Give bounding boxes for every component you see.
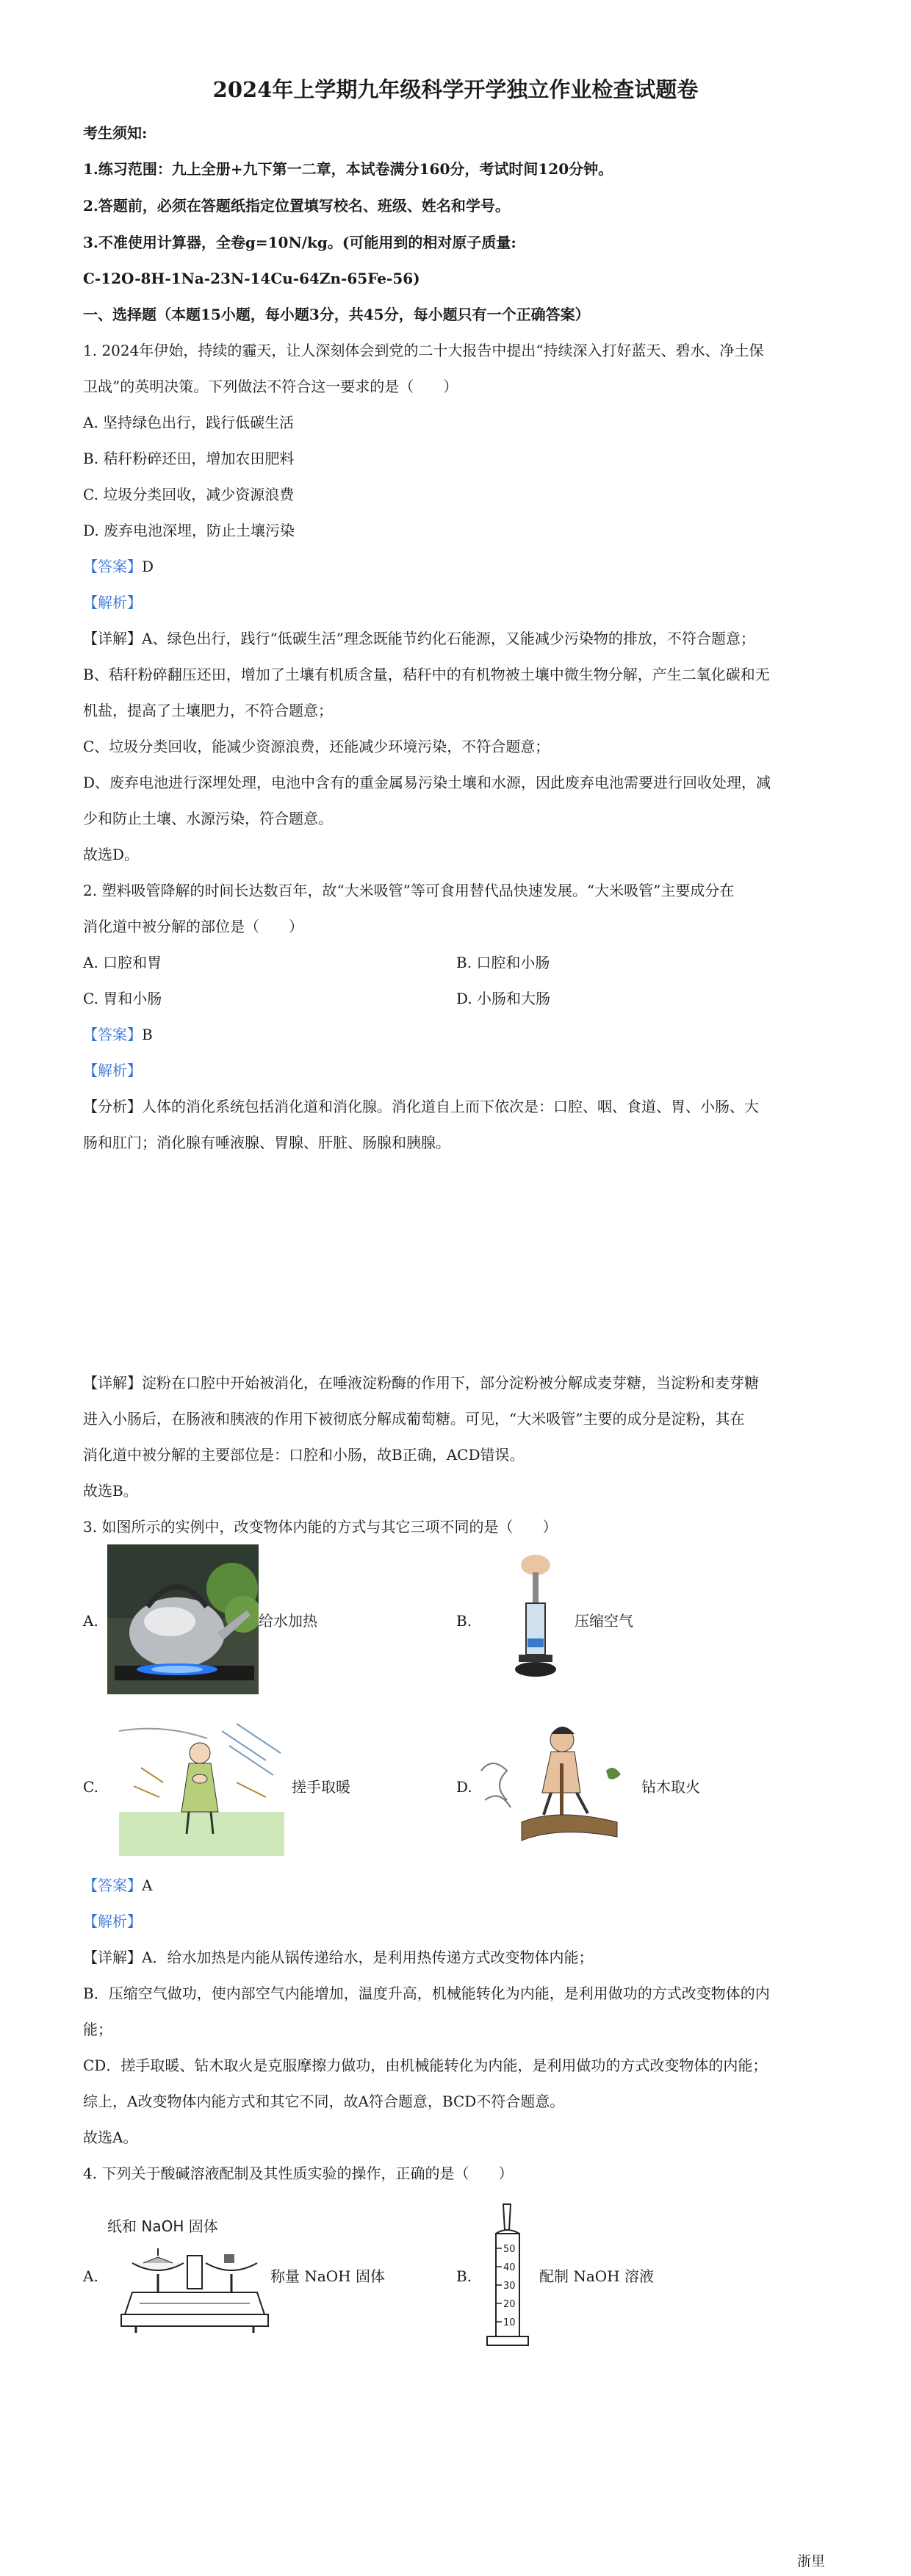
q3-option-d-letter: D. [456, 1778, 472, 1796]
q2-answer [83, 1024, 153, 1045]
graduated-cylinder-image [481, 2201, 533, 2355]
atomic-masses: C-12O-8H-1Na-23N-14Cu-64Zn-65Fe-56) [83, 270, 420, 287]
q3-answer [83, 1875, 152, 1896]
q4-option-b-letter: B. [456, 2267, 472, 2285]
q2-stem-line2: 消化道中被分解的部位是（ ） [83, 918, 303, 935]
q3-option-c-caption: 搓手取暖 [292, 1778, 350, 1796]
q2-analysis-tag: 【解析】 [83, 1062, 142, 1079]
answer-tag: 【答案】 [83, 1026, 142, 1043]
q3-option-a-letter: A. [83, 1612, 98, 1630]
q3-option-d-caption: 钻木取火 [641, 1778, 700, 1796]
q3-detail-line: 综上，A改变物体内能方式和其它不同，故A符合题意，BCD不符合题意。 [83, 2093, 565, 2110]
q1-analysis-tag: 【解析】 [83, 594, 142, 611]
notice-heading: 考生须知: [83, 124, 148, 142]
cylinder-mark-40: 40 [503, 2262, 516, 2273]
q4-figure-a-label: 纸和 NaOH 固体 [107, 2217, 218, 2235]
q1-answer [83, 556, 154, 577]
q1-option-b: B. 秸秆粉碎还田，增加农田肥料 [83, 450, 295, 467]
q2-analysis-line: 【分析】人体的消化系统包括消化道和消化腺。消化道自上而下依次是：口腔、咽、食道、胃、小肠、大 [83, 1098, 759, 1115]
answer-value: D [142, 558, 154, 575]
answer-tag: 【答案】 [83, 1877, 142, 1894]
q3-detail-line: CD．搓手取暖、钻木取火是克服摩擦力做功，由机械能转化为内能，是利用做功的方式改变物体的内能； [83, 2057, 768, 2074]
cylinder-mark-30: 30 [503, 2281, 516, 2292]
q1-stem-line1: 1. 2024年伊始，持续的霾天，让人深刻体会到党的二十大报告中提出“持续深入打好蓝天、碧水、净土保 [83, 342, 764, 359]
q1-option-a: A. 坚持绿色出行，践行低碳生活 [83, 414, 295, 431]
kettle-on-stove-image [107, 1544, 259, 1694]
cylinder-mark-20: 20 [503, 2299, 516, 2310]
answer-value: B [142, 1026, 153, 1043]
q1-detail-line: C、垃圾分类回收，能减少资源浪费，还能减少环境污染，不符合题意； [83, 738, 550, 755]
q1-detail-line: 【详解】A、绿色出行，践行“低碳生活”理念既能节约化石能源，又能减少污染物的排放，不符合题意； [83, 630, 755, 647]
page-title: 2024年上学期九年级科学开学独立作业检查试题卷 [212, 77, 699, 102]
q2-detail-line: 消化道中被分解的主要部位是：口腔和小肠，故B正确，ACD错误。 [83, 1446, 525, 1464]
balance-scale-image [118, 2241, 272, 2336]
q3-option-c-letter: C. [83, 1778, 98, 1796]
answer-tag: 【答案】 [83, 558, 142, 575]
q2-analysis-line: 肠和肛门；消化腺有唾液腺、胃腺、肝脏、肠腺和胰腺。 [83, 1134, 450, 1151]
q2-option-d: D. 小肠和大肠 [456, 990, 551, 1007]
q2-option-b: B. 口腔和小肠 [456, 954, 550, 971]
cylinder-mark-50: 50 [503, 2244, 516, 2255]
q1-conclusion: 故选D。 [83, 846, 140, 863]
q4-option-b-caption: 配制 NaOH 溶液 [539, 2267, 654, 2285]
rubbing-hands-image [119, 1716, 284, 1856]
q2-detail-line: 【详解】淀粉在口腔中开始被消化，在唾液淀粉酶的作用下，部分淀粉被分解成麦芽糖，当淀粉和麦芽糖 [83, 1374, 759, 1392]
q1-stem-line2: 卫战”的英明决策。下列做法不符合这一要求的是（ ） [83, 378, 458, 395]
cylinder-mark-10: 10 [503, 2317, 516, 2328]
q2-option-c: C. 胃和小肠 [83, 990, 162, 1007]
q3-option-a-caption: 给水加热 [259, 1612, 317, 1630]
notice-item-1: 1.练习范围：九上全册+九下第一二章，本试卷满分160分，考试时间120分钟。 [83, 160, 613, 178]
q2-option-a: A. 口腔和胃 [83, 954, 162, 971]
q3-analysis-tag: 【解析】 [83, 1913, 142, 1930]
q2-conclusion: 故选B。 [83, 1482, 138, 1500]
q1-detail-line: 少和防止土壤、水源污染，符合题意。 [83, 810, 333, 827]
notice-item-3: 3.不准使用计算器，全卷g=10N/kg。(可能用到的相对原子质量: [83, 234, 516, 251]
q1-detail-line: 机盐，提高了土壤肥力，不符合题意； [83, 702, 333, 719]
footer-watermark: 浙里 [797, 2553, 826, 2569]
q3-option-b-letter: B. [456, 1612, 472, 1630]
q1-detail-line: D、废弃电池进行深埋处理，电池中含有的重金属易污染土壤和水源，因此废弃电池需要进行回收处理，减 [83, 774, 771, 791]
notice-item-2: 2.答题前，必须在答题纸指定位置填写校名、班级、姓名和学号。 [83, 197, 510, 215]
drilling-wood-fire-image [478, 1719, 635, 1848]
q1-option-d: D. 废弃电池深埋，防止土壤污染 [83, 522, 295, 539]
q3-detail-line: 能； [83, 2021, 112, 2038]
q4-stem: 4. 下列关于酸碱溶液配制及其性质实验的操作，正确的是（ ） [83, 2165, 514, 2182]
q1-detail-line: B、秸秆粉碎翻压还田，增加了土壤有机质含量，秸秆中的有机物被土壤中微生物分解，产生二氧化碳和无 [83, 666, 770, 683]
q3-option-b-caption: 压缩空气 [575, 1612, 633, 1630]
q4-option-a-letter: A. [83, 2267, 98, 2285]
q3-conclusion: 故选A。 [83, 2129, 138, 2146]
answer-value: A [142, 1877, 153, 1894]
q3-detail-line: B．压缩空气做功，使内部空气内能增加，温度升高，机械能转化为内能，是利用做功的方式改变物体的内 [83, 1985, 770, 2002]
q1-option-c: C. 垃圾分类回收，减少资源浪费 [83, 486, 295, 503]
q2-stem-line1: 2. 塑料吸管降解的时间长达数百年，故“大米吸管”等可食用替代品快速发展。“大米吸管”主要成分在 [83, 882, 735, 899]
q2-detail-line: 进入小肠后，在肠液和胰液的作用下被彻底分解成葡萄糖。可见，“大米吸管”主要的成分是淀粉，其在 [83, 1410, 745, 1428]
q4-option-a-caption: 称量 NaOH 固体 [270, 2267, 385, 2285]
q3-stem: 3. 如图所示的实例中，改变物体内能的方式与其它三项不同的是（ ） [83, 1518, 558, 1536]
section-heading: 一、选择题（本题15小题，每小题3分，共45分，每小题只有一个正确答案） [83, 306, 590, 323]
air-compression-syringe-image [510, 1552, 561, 1684]
q3-detail-line: 【详解】A．给水加热是内能从锅传递给水，是利用热传递方式改变物体内能； [83, 1949, 594, 1966]
